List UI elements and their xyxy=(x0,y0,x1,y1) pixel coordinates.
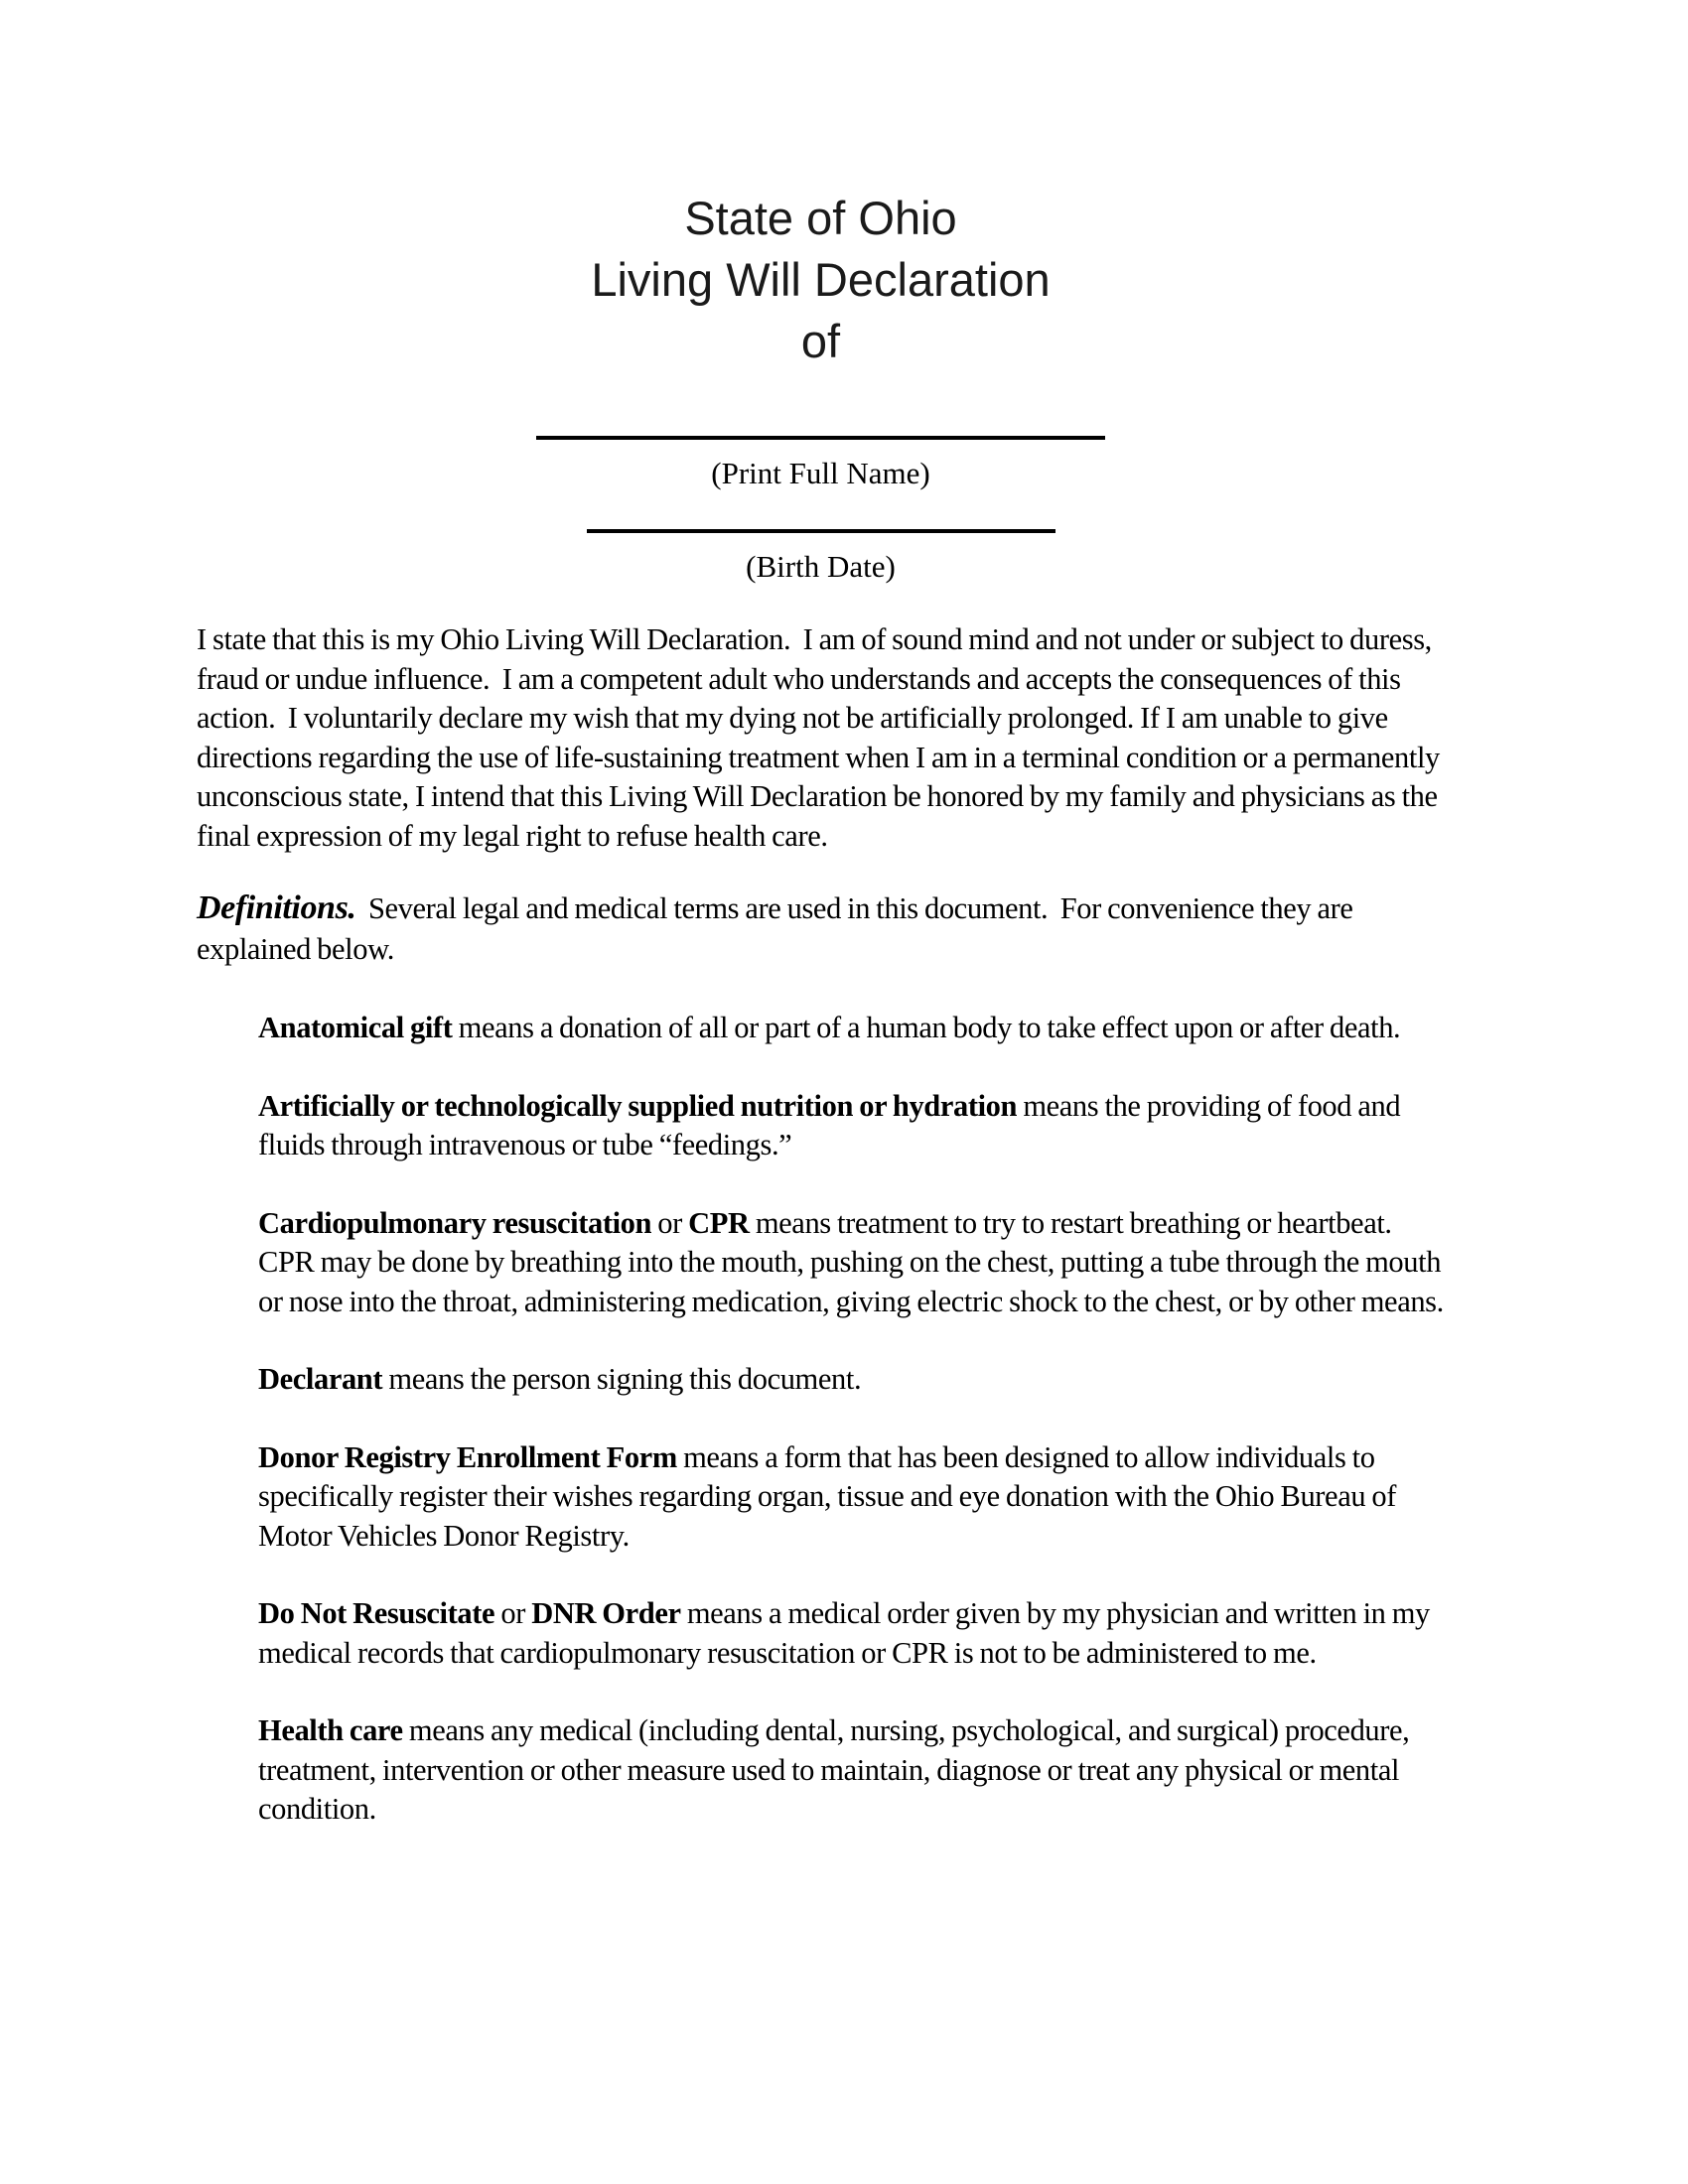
definition-term: Health care xyxy=(258,1713,403,1747)
definition-connector: or xyxy=(651,1205,689,1240)
definition-text: means a donation of all or part of a human body to take effect upon or after death. xyxy=(452,1011,1401,1044)
definitions-lead-text: Several legal and medical terms are used in this document. For convenience they are explained below. xyxy=(197,891,1359,966)
definition-term-alt: CPR xyxy=(688,1205,750,1240)
definition-text: means a medical order given by my physician and written in my medical records that cardiopulmonary resuscitation or CPR is not to be administered to me. xyxy=(258,1596,1437,1670)
definition-declarant xyxy=(258,1360,1445,1400)
definition-connector: or xyxy=(494,1596,532,1630)
declaration-intro-text: I state that this is my Ohio Living Will Declaration. I am of sound mind and not under or subject to duress, fraud or undue influence. I am a competent adult who understands and accepts the consequences of this action. I voluntarily declare my wish that my dying not be artificially prolonged. If I am unable to give directions regarding the use of life-sustaining treatment when I am in a terminal condition or a permanently unconscious state, I intend that this Living Will Declaration be honored by my family and physicians as the final expression of my legal right to refuse health care. xyxy=(197,622,1447,853)
definition-term-alt: DNR Order xyxy=(531,1596,681,1630)
print-full-name-line xyxy=(536,436,1105,440)
document-title xyxy=(197,188,1445,372)
definitions-section-lead xyxy=(197,887,1445,970)
definition-donor-registry xyxy=(258,1438,1445,1557)
definition-term: Declarant xyxy=(258,1362,383,1396)
declaration-intro-paragraph xyxy=(197,620,1445,856)
print-full-name-label: (Print Full Name) xyxy=(711,456,930,490)
definition-text: means the providing of food and fluids through intravenous or tube “feedings.” xyxy=(258,1088,1407,1161)
definition-term: Anatomical gift xyxy=(258,1011,453,1044)
definition-text: means a form that has been designed to allow individuals to specifically register their wishes regarding organ, tissue and eye donation with the Ohio Bureau of Motor Vehicles Donor Registry. xyxy=(258,1439,1403,1553)
definition-cpr xyxy=(258,1204,1448,1322)
title-line-declaration: Living Will Declaration xyxy=(591,253,1051,306)
definition-text: means treatment to try to restart breathing or heartbeat. CPR may be done by breathing into the mouth, pushing on the chest, putting a tube through the mouth or nose into the throat, administering medication, giving electric shock to the chest, or by other means. xyxy=(258,1205,1448,1318)
definition-term: Artificially or technologically supplied nutrition or hydration xyxy=(258,1088,1018,1123)
definition-health-care xyxy=(258,1711,1445,1830)
birth-date-label: (Birth Date) xyxy=(746,549,896,584)
definition-text: means the person signing this document. xyxy=(382,1362,862,1396)
definition-term: Cardiopulmonary resuscitation xyxy=(258,1205,652,1240)
definition-artificial-nutrition xyxy=(258,1087,1445,1165)
definition-term: Do Not Resuscitate xyxy=(258,1596,495,1630)
definition-text: means any medical (including dental, nursing, psychological, and surgical) procedure, treatment, intervention or other measure used to maintain, diagnose or treat any physical or mental condition. xyxy=(258,1713,1416,1826)
document-content xyxy=(0,188,1688,1830)
definition-term: Donor Registry Enrollment Form xyxy=(258,1439,677,1474)
title-line-state: State of Ohio xyxy=(684,192,957,244)
title-line-of: of xyxy=(800,315,841,367)
definitions-heading: Definitions. xyxy=(197,889,356,926)
definition-anatomical-gift xyxy=(258,1009,1445,1048)
definition-dnr-order xyxy=(258,1594,1445,1673)
birth-date-line xyxy=(587,529,1055,533)
